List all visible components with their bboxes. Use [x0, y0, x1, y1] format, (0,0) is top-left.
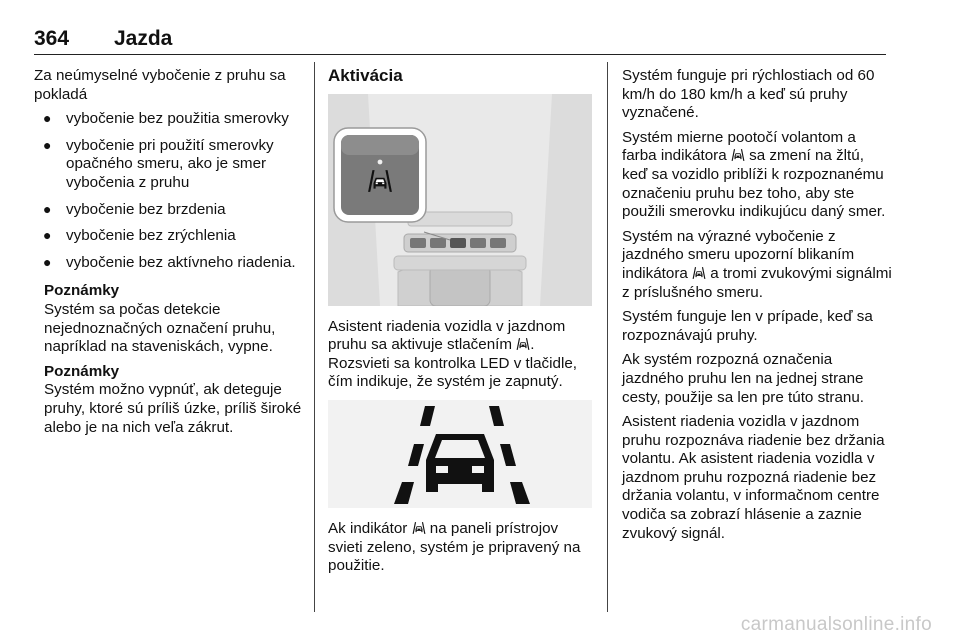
note-title: Poznámky — [44, 362, 120, 380]
paragraph: Asistent riadenia vozidla v jazdnom pruhu rozpoznáva riadenie bez držania volantu. Ak asistent riadenia vozidla v jazdnom pruhu rozpozná riadenie bez držania volantu, v informačnom centre vodiča sa zobrazí hlásenie a zaznie zvukový signál. — [622, 413, 885, 542]
section-title: Jazda — [114, 27, 173, 50]
paragraph: Systém mierne pootočí volantom a farba indikátora sa zmení na žltú, keď sa vozidlo priblíži k rozpoznanému označeniu pruhu bez toho, aby ste použili smerovku indikujúcu daný smer. — [622, 128, 886, 221]
bullet-icon: ● — [43, 200, 52, 217]
lane-keep-assist-icon — [412, 522, 426, 534]
lane-keep-assist-icon — [692, 267, 706, 279]
column-divider — [607, 62, 608, 612]
bullet-icon: ● — [43, 253, 52, 270]
column-divider — [314, 62, 315, 612]
column-middle — [328, 67, 596, 582]
section-heading: Aktivácia — [328, 66, 403, 85]
watermark: carmanualsonline.info — [740, 614, 932, 635]
note-title: Poznámky — [44, 282, 120, 300]
intro-text: Za neúmyselné vybočenie z pruhu sa pokladá — [34, 67, 286, 103]
list-item: ● vybočenie bez aktívneho riadenia. — [43, 253, 296, 271]
paragraph: Ak systém rozpozná označenia jazdného pruhu len na jednej strane cesty, použije sa len pre túto stranu. — [622, 351, 865, 406]
column-right — [622, 67, 892, 549]
paragraph: Systém funguje len v prípade, keď sa rozpoznávajú pruhy. — [622, 308, 873, 344]
list-item: ● vybočenie bez použitia smerovky — [43, 110, 289, 128]
bullet-list — [34, 110, 302, 272]
list-item: ● vybočenie bez zrýchlenia — [43, 227, 236, 245]
bullet-icon: ● — [43, 110, 52, 127]
note-block — [44, 282, 302, 356]
paragraph: Systém funguje pri rýchlostiach od 60 km/h do 180 km/h a keď sú pruhy vyznačené. — [622, 67, 875, 122]
note-block — [44, 363, 302, 437]
list-item: ● vybočenie pri použití smerovky opačného smeru, ako je smer vybočenia z pruhu — [43, 136, 274, 191]
page-header — [34, 24, 886, 55]
indicator-paragraph: Ak indikátor na paneli prístrojov svieti zeleno, systém je pripravený na použitie. — [328, 519, 581, 575]
column-left — [34, 67, 302, 443]
bullet-icon: ● — [43, 136, 52, 153]
lane-keep-assist-icon — [516, 338, 530, 350]
note-text: Systém sa počas detekcie nejednoznačných označení pruhu, napríklad na staveniskách, vypne. — [44, 300, 276, 356]
lane-assist-indicator-illustration — [328, 400, 592, 508]
bullet-icon: ● — [43, 227, 52, 244]
list-item: ● vybočenie bez brzdenia — [43, 200, 226, 218]
lane-keep-assist-icon — [731, 149, 745, 161]
page-number: 364 — [34, 27, 70, 50]
paragraph: Systém na výrazné vybočenie z jazdného smeru upozorní blikaním indikátora a tromi zvukovými signálmi z príslušného smeru. — [622, 227, 892, 301]
console-button-illustration — [328, 94, 592, 306]
note-text: Systém možno vypnúť, ak deteguje pruhy, ktoré sú príliš úzke, príliš široké alebo je na nich veľa zákrut. — [44, 381, 302, 436]
activation-paragraph: Asistent riadenia vozidla v jazdnom pruhu sa aktivuje stlačením . Rozsvieti sa kontrolka LED v tlačidle, čím indikuje, že systém je zapnutý. — [328, 317, 578, 391]
